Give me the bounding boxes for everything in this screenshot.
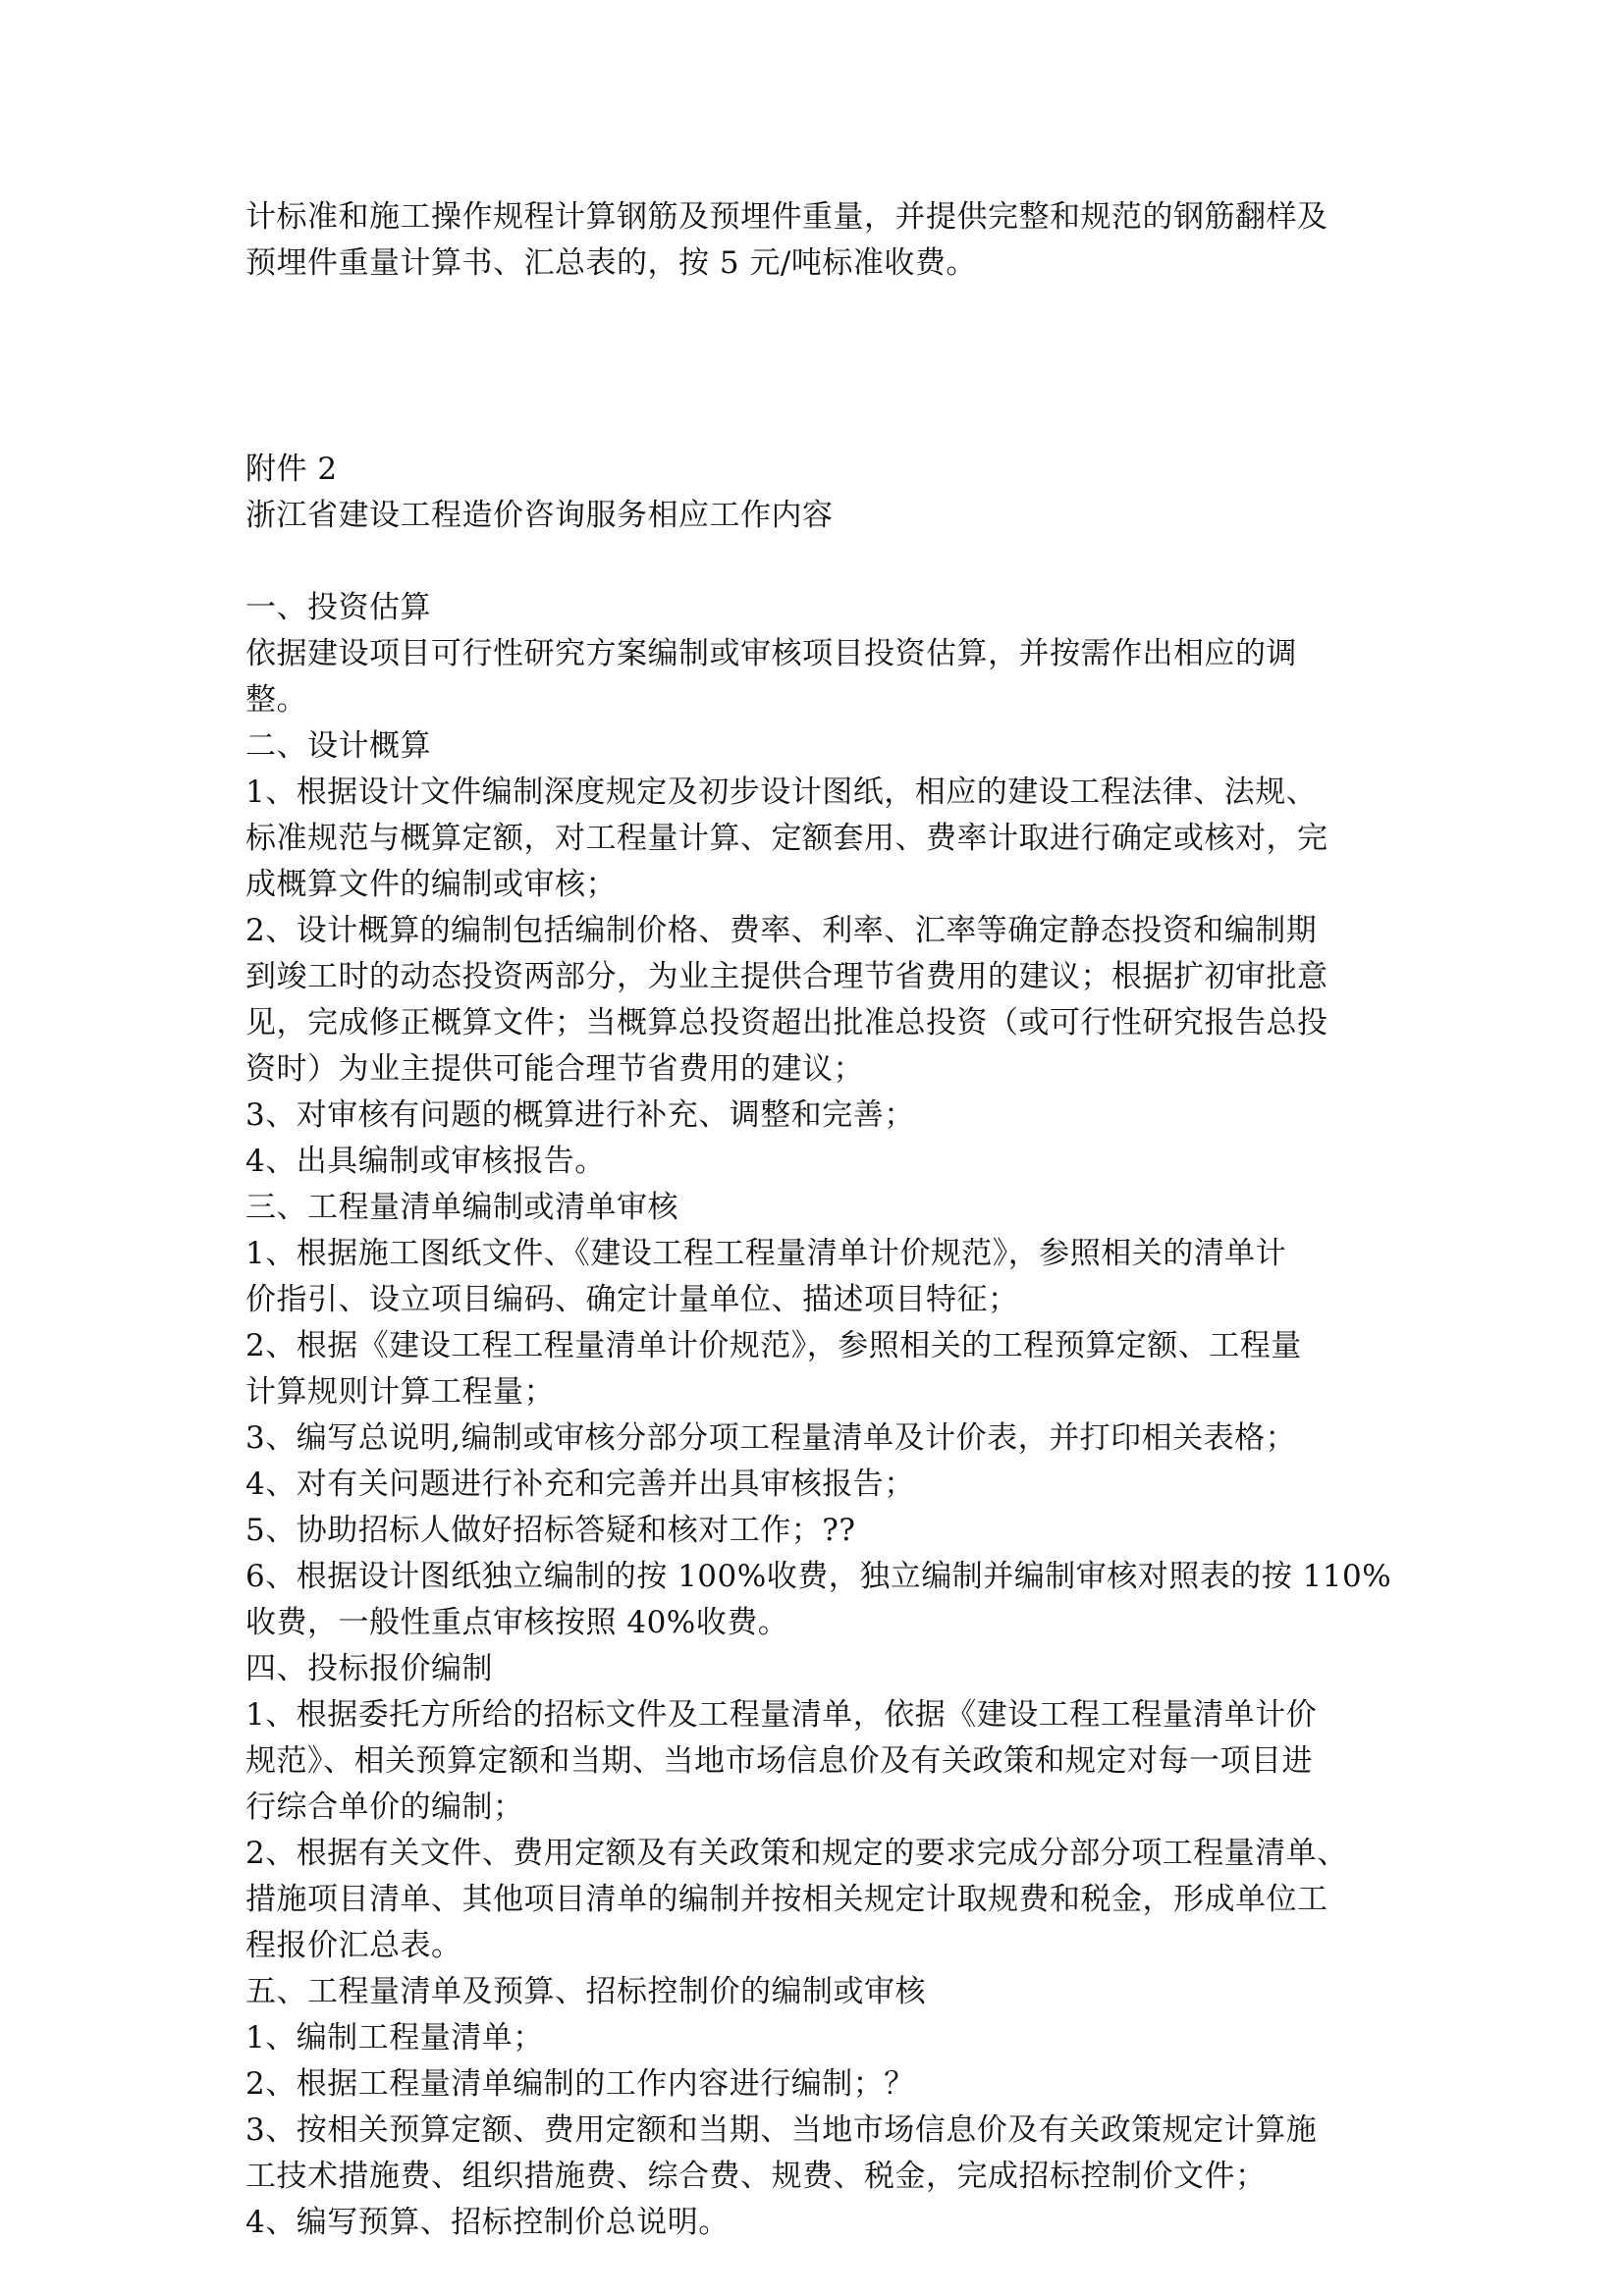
text-line: 2、设计概算的编制包括编制价格、费率、利率、汇率等确定静态投资和编制期 xyxy=(245,913,1318,948)
blank-line xyxy=(245,539,1394,585)
text-line: 3、编写总说明,编制或审核分部分项工程量清单及计价表，并打印相关表格； xyxy=(245,1420,1297,1456)
text-line: 收费，一般性重点审核按照 40%收费。 xyxy=(245,1605,789,1640)
text-line: 标准规范与概算定额，对工程量计算、定额套用、费率计取进行确定或核对，完 xyxy=(245,821,1328,856)
text-line: 1、编制工程量清单； xyxy=(245,2020,544,2056)
text-line: 程报价汇总表。 xyxy=(245,1928,462,1963)
text-line: 1、根据委托方所给的招标文件及工程量清单，依据《建设工程工程量清单计价 xyxy=(245,1697,1318,1733)
text-line: 五、工程量清单及预算、招标控制价的编制或审核 xyxy=(245,1974,926,2009)
text-line: 三、工程量清单编制或清单审核 xyxy=(245,1190,678,1225)
continuation-paragraph xyxy=(245,194,1394,287)
text-line: 四、投标报价编制 xyxy=(245,1651,493,1686)
text-line: 计标准和施工操作规程计算钢筋及预埋件重量，并提供完整和规范的钢筋翻样及 xyxy=(245,199,1328,235)
text-line: 3、对审核有问题的概算进行补充、调整和完善； xyxy=(245,1097,915,1133)
attachment-section xyxy=(245,447,1394,2246)
text-line: 措施项目清单、其他项目清单的编制并按相关规定计取规费和税金，形成单位工 xyxy=(245,1882,1328,1917)
text-line: 4、编写预算、招标控制价总说明。 xyxy=(245,2205,730,2240)
attachment-label: 附件 2 xyxy=(245,452,338,487)
text-line: 3、按相关预算定额、费用定额和当期、当地市场信息价及有关政策规定计算施 xyxy=(245,2112,1318,2148)
text-line: 计算规则计算工程量； xyxy=(245,1374,555,1410)
text-line: 二、设计概算 xyxy=(245,728,431,764)
text-line: 6、根据设计图纸独立编制的按 100%收费，独立编制并编制审核对照表的按 110% xyxy=(245,1559,1392,1594)
text-line: 规范》、相关预算定额和当期、当地市场信息价及有关政策和规定对每一项目进 xyxy=(245,1743,1313,1779)
text-line: 资时）为业主提供可能合理节省费用的建议； xyxy=(245,1051,864,1087)
text-line: 依据建设项目可行性研究方案编制或审核项目投资估算，并按需作出相应的调 xyxy=(245,636,1297,671)
text-line: 到竣工时的动态投资两部分，为业主提供合理节省费用的建议；根据扩初审批意 xyxy=(245,959,1328,994)
text-line: 4、出具编制或审核报告。 xyxy=(245,1144,606,1179)
text-line: 2、根据有关文件、费用定额及有关政策和规定的要求完成分部分项工程量清单、 xyxy=(245,1836,1348,1871)
text-line: 1、根据设计文件编制深度规定及初步设计图纸，相应的建设工程法律、法规、 xyxy=(245,774,1318,810)
attachment-body xyxy=(245,585,1394,2246)
text-line: 价指引、设立项目编码、确定计量单位、描述项目特征； xyxy=(245,1282,1019,1317)
text-line: 1、根据施工图纸文件、《建设工程工程量清单计价规范》，参照相关的清单计 xyxy=(245,1236,1287,1271)
text-line: 见，完成修正概算文件；当概算总投资超出批准总投资（或可行性研究报告总投 xyxy=(245,1005,1328,1041)
text-line: 整。 xyxy=(245,682,307,718)
text-line: 行综合单价的编制； xyxy=(245,1789,524,1825)
text-line: 5、协助招标人做好招标答疑和核对工作；?? xyxy=(245,1513,856,1548)
text-line: 预埋件重量计算书、汇总表的，按 5 元/吨标准收费。 xyxy=(245,245,977,281)
text-line: 2、根据《建设工程工程量清单计价规范》，参照相关的工程预算定额、工程量 xyxy=(245,1328,1302,1363)
text-line: 成概算文件的编制或审核； xyxy=(245,867,617,902)
text-line: 2、根据工程量清单编制的工作内容进行编制；？ xyxy=(245,2066,915,2102)
text-line: 一、投资估算 xyxy=(245,590,431,625)
text-line: 工技术措施费、组织措施费、综合费、规费、税金，完成招标控制价文件； xyxy=(245,2159,1267,2194)
text-line: 4、对有关问题进行补充和完善并出具审核报告； xyxy=(245,1467,915,1502)
attachment-title: 浙江省建设工程造价咨询服务相应工作内容 xyxy=(245,498,834,533)
